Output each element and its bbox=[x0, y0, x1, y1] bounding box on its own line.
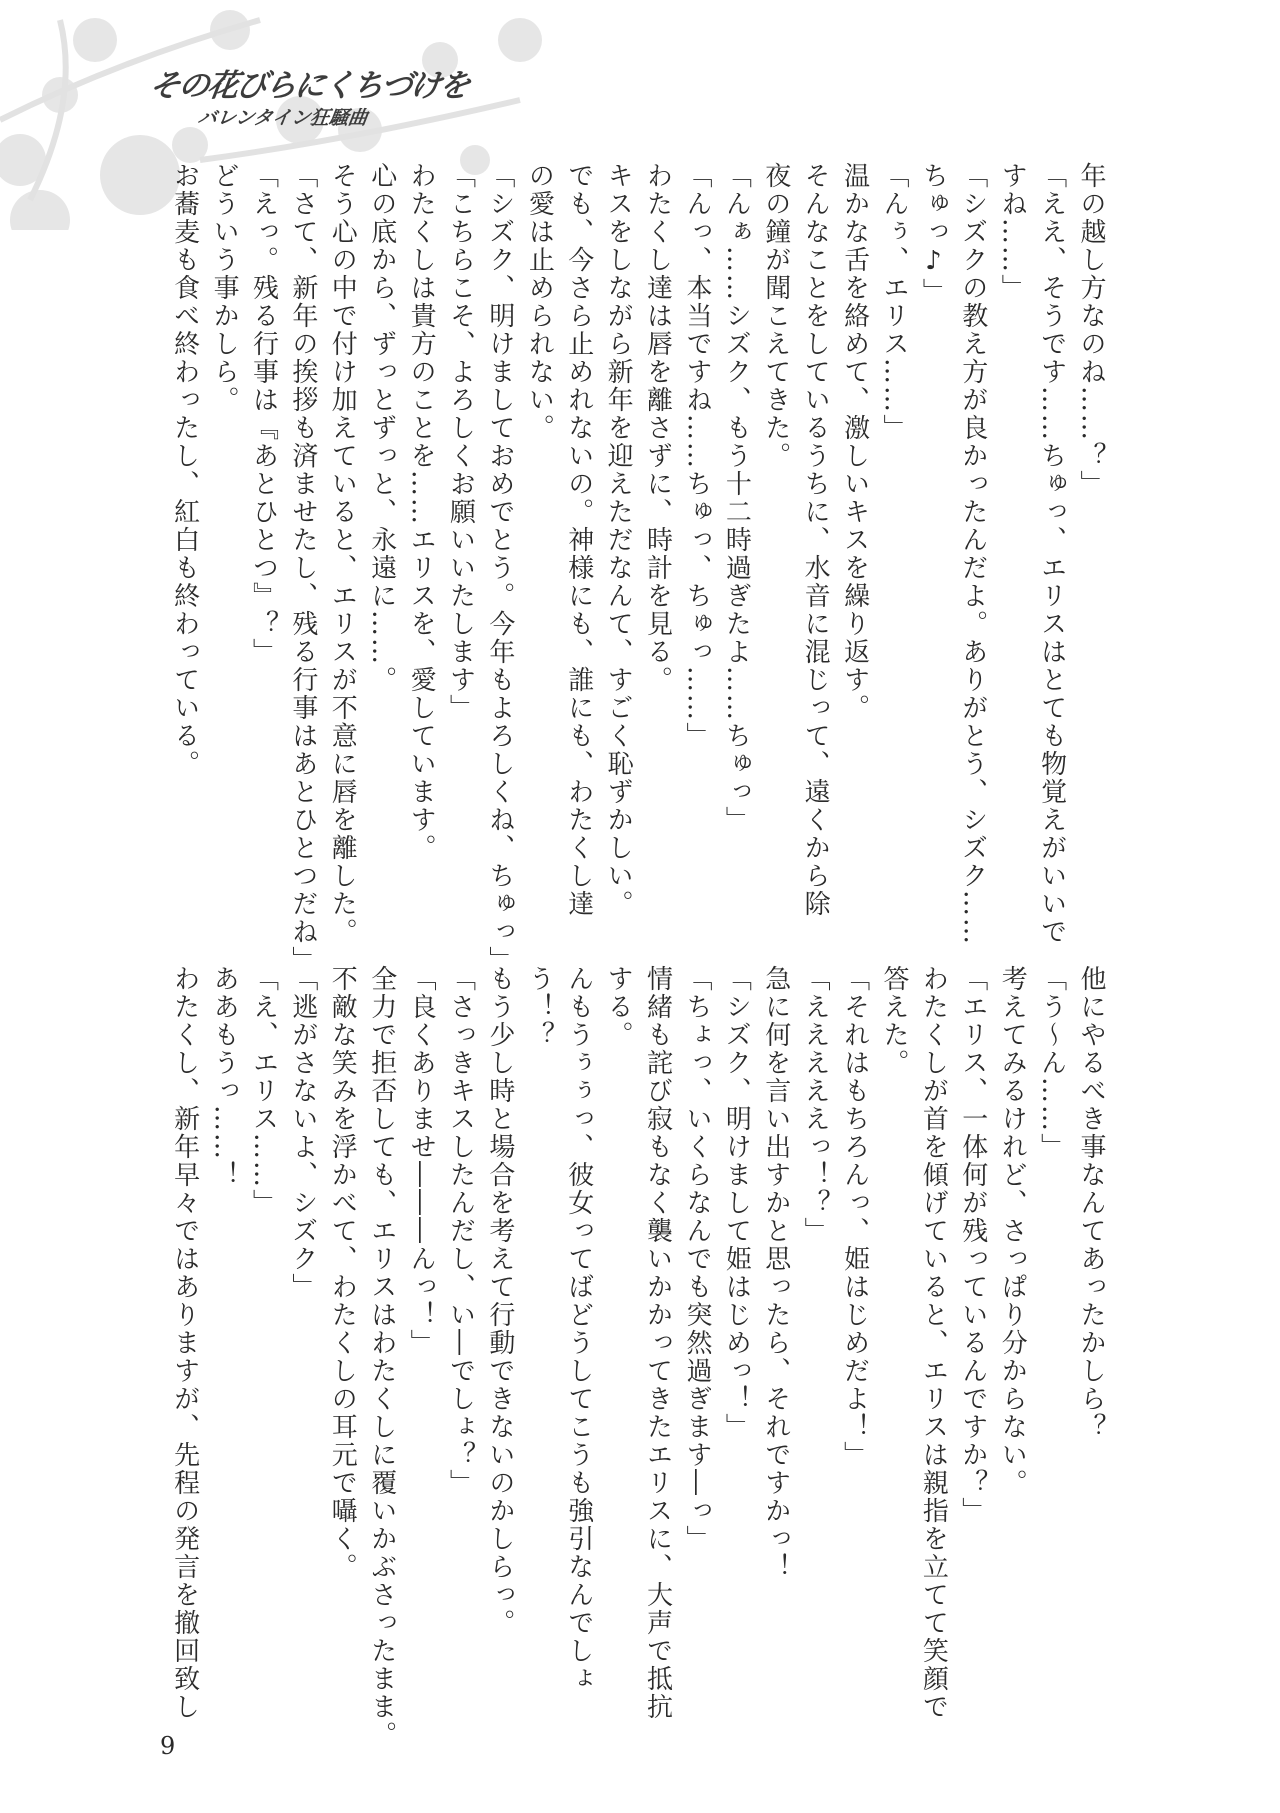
text-column: 全力で拒否しても、エリスはわたくしに覆いかぶさったまま。 bbox=[366, 965, 397, 1749]
text-column: 夜の鐘が聞こえてきた。 bbox=[760, 162, 791, 470]
text-column: わたくしは貴方のことを……エリスを、愛しています。 bbox=[406, 162, 437, 862]
text-column: ちゅっ♪」 bbox=[918, 162, 949, 306]
text-column: わたくし達は唇を離さずに、時計を見る。 bbox=[642, 162, 673, 694]
text-column: 「ちょっ、いくらなんでも突然過ぎます―っ」 bbox=[681, 965, 712, 1553]
text-column: 「それはもちろんっ、姫はじめだよ！」 bbox=[839, 965, 870, 1469]
text-block-lower bbox=[164, 965, 1110, 1749]
text-column: の愛は止められない。 bbox=[524, 162, 555, 442]
text-column: 温かな舌を絡めて、激しいキスを繰り返す。 bbox=[839, 162, 870, 722]
text-column: すね……」 bbox=[997, 162, 1028, 302]
text-column: 「さっきキスしたんだし、い―でしょ？」 bbox=[445, 965, 476, 1497]
text-column: 「えっ。残る行事は『あとひとつ』？」 bbox=[248, 162, 279, 666]
text-column: 「さて、新年の挨拶も済ませたし、残る行事はあとひとつだね」 bbox=[287, 162, 318, 974]
text-column: そう心の中で付け加えていると、エリスが不意に唇を離した。 bbox=[327, 162, 358, 946]
book-subtitle: バレンタイン狂騒曲 bbox=[196, 107, 369, 129]
book-title-logo bbox=[146, 60, 471, 130]
text-column: 「良くありませ―――んっ！」 bbox=[406, 965, 437, 1357]
text-column: どういう事かしら。 bbox=[209, 162, 240, 414]
text-column: キスをしながら新年を迎えただなんて、すごく恥ずかしい。 bbox=[603, 162, 634, 918]
text-column: 「逃がさないよ、シズク」 bbox=[287, 965, 318, 1301]
text-column: 考えてみるけれど、さっぱり分からない。 bbox=[997, 965, 1028, 1497]
text-column: もう少し時と場合を考えて行動できないのかしらっ。 bbox=[484, 965, 515, 1637]
text-column: 「んっ、本当ですね……ちゅっ、ちゅっ……」 bbox=[681, 162, 712, 750]
text-column: ああもうっ……！ bbox=[209, 965, 240, 1189]
text-column: 「シズク、明けまして姫はじめっ！」 bbox=[721, 965, 752, 1441]
text-column: う！？ bbox=[524, 965, 555, 1049]
text-column: んもうぅぅっ、彼女ってばどうしてこうも強引なんでしょ bbox=[563, 965, 594, 1693]
page-number: 9 bbox=[160, 1732, 176, 1760]
text-column: 答えた。 bbox=[878, 965, 909, 1077]
text-column: する。 bbox=[603, 965, 634, 1049]
text-column: 情緒も詫び寂もなく襲いかかってきたエリスに、大声で抵抗 bbox=[642, 965, 673, 1721]
text-column: 「こちらこそ、よろしくお願いいたします」 bbox=[445, 162, 476, 722]
text-column: 「エリス、一体何が残っているんですか？」 bbox=[957, 965, 988, 1525]
text-column: わたくしが首を傾げていると、エリスは親指を立てて笑顔で bbox=[918, 965, 949, 1721]
text-column: そんなことをしているうちに、水音に混じって、遠くから除 bbox=[800, 162, 831, 918]
text-column: 急に何を言い出すかと思ったら、それですかっ！ bbox=[760, 965, 791, 1581]
text-column: 「んぅ、エリス……」 bbox=[878, 162, 909, 442]
text-column: わたくし、新年早々ではありますが、先程の発言を撤回致し bbox=[169, 965, 200, 1721]
text-column: 「んぁ……シズク、もう十二時過ぎたよ……ちゅっ」 bbox=[721, 162, 752, 834]
text-column: 「う～ん……」 bbox=[1036, 965, 1067, 1161]
text-column: 「シズクの教え方が良かったんだよ。ありがとう、シズク…… bbox=[957, 162, 988, 946]
text-column: 「シズク、明けましておめでとう。今年もよろしくね、ちゅっ」 bbox=[484, 162, 515, 974]
text-column: 不敵な笑みを浮かべて、わたくしの耳元で囁く。 bbox=[327, 965, 358, 1581]
text-column: でも、今さら止めれないの。神様にも、誰にも、わたくし達 bbox=[563, 162, 594, 918]
text-column: 心の底から、ずっとずっと、永遠に……。 bbox=[366, 162, 397, 694]
text-column: お蕎麦も食べ終わったし、紅白も終わっている。 bbox=[169, 162, 200, 778]
text-column: 「えええええっ！？」 bbox=[800, 965, 831, 1245]
text-column: 他にやるべき事なんてあったかしら？ bbox=[1076, 965, 1106, 1441]
text-column: 「え、エリス……」 bbox=[248, 965, 279, 1217]
text-column: 「ええ、そうです……ちゅっ、エリスはとても物覚えがいいで bbox=[1036, 162, 1067, 946]
text-column: 年の越し方なのね……？」 bbox=[1076, 162, 1106, 498]
book-title: その花びらにくちづけを bbox=[146, 68, 471, 104]
text-block-upper bbox=[164, 162, 1110, 974]
